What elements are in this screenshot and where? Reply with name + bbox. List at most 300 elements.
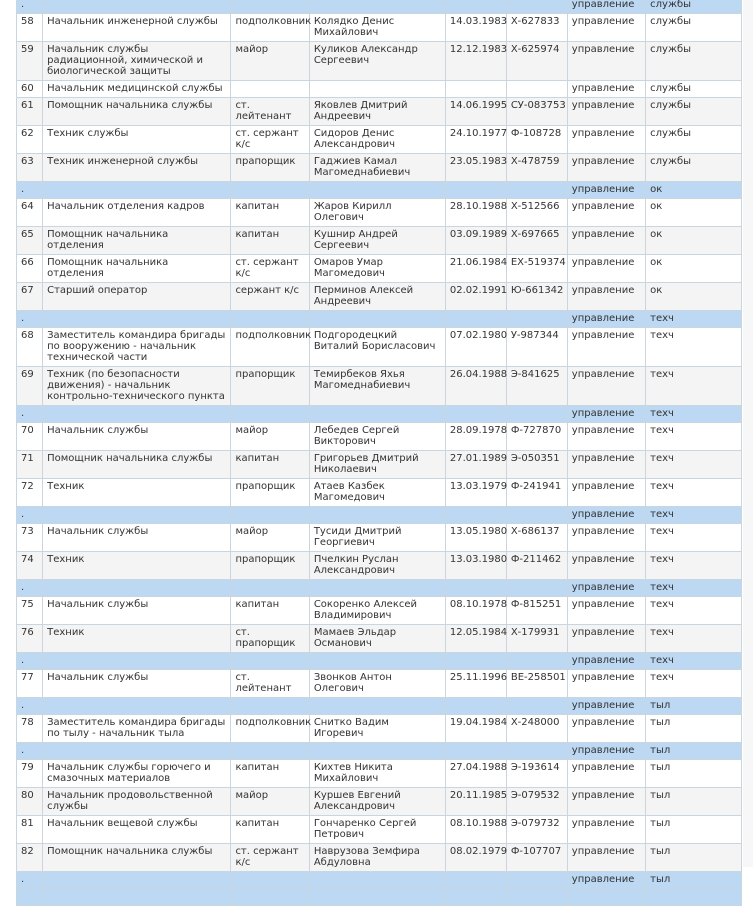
row-number-cell: 69 xyxy=(17,367,43,406)
section-separator-row xyxy=(17,182,742,199)
rank-cell: капитан xyxy=(231,760,309,788)
table-row xyxy=(17,42,742,81)
birth-date-cell xyxy=(445,311,506,328)
full-name-cell xyxy=(309,743,445,760)
birth-date-cell: 24.10.1977 xyxy=(445,126,506,154)
birth-date-cell xyxy=(445,872,506,889)
position-cell xyxy=(43,653,231,670)
position-cell: Техник (по безопасности движения) - начальник контрольно-технического пункта xyxy=(43,367,231,406)
department-cell: службы xyxy=(646,0,742,14)
position-cell: Помощник начальника отделения xyxy=(43,227,231,255)
group-cell: управление xyxy=(567,552,645,580)
group-cell: управление xyxy=(567,844,645,872)
birth-date-cell: 08.02.1979 xyxy=(445,844,506,872)
row-number-cell: 77 xyxy=(17,670,43,698)
row-number-cell: 76 xyxy=(17,625,43,653)
rank-cell xyxy=(231,507,309,524)
rank-cell xyxy=(231,698,309,715)
birth-date-cell: 23.05.1983 xyxy=(445,154,506,182)
department-cell: техч xyxy=(646,451,742,479)
position-cell: Начальник службы xyxy=(43,597,231,625)
table-body xyxy=(17,0,742,906)
group-cell: управление xyxy=(567,406,645,423)
full-name-cell: Атаев Казбек Магомедович xyxy=(309,479,445,507)
department-cell: техч xyxy=(646,406,742,423)
position-cell: Начальник медицинской службы xyxy=(43,81,231,98)
position-cell xyxy=(43,182,231,199)
department-cell: техч xyxy=(646,524,742,552)
rank-cell: ст. сержант к/с xyxy=(231,844,309,872)
rank-cell xyxy=(231,0,309,14)
token-number-cell: Ф-107707 xyxy=(506,844,567,872)
rank-cell: подполковник xyxy=(231,14,309,42)
table-row xyxy=(17,788,742,816)
position-cell: Заместитель командира бригады по вооружению - начальник технической части xyxy=(43,328,231,367)
group-cell: управление xyxy=(567,653,645,670)
full-name-cell xyxy=(309,653,445,670)
table-row xyxy=(17,479,742,507)
full-name-cell: Кихтев Никита Михайлович xyxy=(309,760,445,788)
section-separator-row xyxy=(17,406,742,423)
row-number-cell: 62 xyxy=(17,126,43,154)
table-row xyxy=(17,844,742,872)
group-cell: управление xyxy=(567,625,645,653)
rank-cell: ст. прапорщик xyxy=(231,625,309,653)
rank-cell xyxy=(231,743,309,760)
row-number-cell: . xyxy=(17,698,43,715)
rank-cell: капитан xyxy=(231,227,309,255)
table-row xyxy=(17,597,742,625)
department-cell: техч xyxy=(646,597,742,625)
full-name-cell: Тусиди Дмитрий Георгиевич xyxy=(309,524,445,552)
row-number-cell: 70 xyxy=(17,423,43,451)
full-name-cell xyxy=(309,182,445,199)
full-name-cell: Григорьев Дмитрий Николаевич xyxy=(309,451,445,479)
department-cell: тыл xyxy=(646,844,742,872)
position-cell: Начальник службы горючего и смазочных материалов xyxy=(43,760,231,788)
token-number-cell: У-987344 xyxy=(506,328,567,367)
full-name-cell xyxy=(309,311,445,328)
table-row xyxy=(17,423,742,451)
table-row xyxy=(17,98,742,126)
full-name-cell xyxy=(309,81,445,98)
rank-cell: капитан xyxy=(231,451,309,479)
group-cell: управление xyxy=(567,670,645,698)
section-separator-row xyxy=(17,311,742,328)
table-row xyxy=(17,81,742,98)
rank-cell: подполковник xyxy=(231,328,309,367)
rank-cell: прапорщик xyxy=(231,552,309,580)
group-cell: управление xyxy=(567,154,645,182)
department-cell: службы xyxy=(646,42,742,81)
group-cell: управление xyxy=(567,788,645,816)
full-name-cell: Пчелкин Руслан Александрович xyxy=(309,552,445,580)
birth-date-cell: 25.11.1996 xyxy=(445,670,506,698)
row-number-cell: 81 xyxy=(17,816,43,844)
position-cell: Начальник службы xyxy=(43,524,231,552)
token-number-cell: Х-512566 xyxy=(506,199,567,227)
group-cell: управление xyxy=(567,182,645,199)
full-name-cell: Снитко Вадим Игоревич xyxy=(309,715,445,743)
full-name-cell: Яковлев Дмитрий Андреевич xyxy=(309,98,445,126)
token-number-cell: Х-686137 xyxy=(506,524,567,552)
row-number-cell: 79 xyxy=(17,760,43,788)
birth-date-cell: 12.05.1984 xyxy=(445,625,506,653)
group-cell: управление xyxy=(567,743,645,760)
group-cell: управление xyxy=(567,367,645,406)
full-name-cell xyxy=(309,0,445,14)
birth-date-cell xyxy=(445,743,506,760)
group-cell: управление xyxy=(567,227,645,255)
rank-cell: ст. лейтенант xyxy=(231,670,309,698)
rank-cell: капитан xyxy=(231,199,309,227)
birth-date-cell: 27.04.1988 xyxy=(445,760,506,788)
row-number-cell: 74 xyxy=(17,552,43,580)
full-name-cell: Звонков Антон Олегович xyxy=(309,670,445,698)
row-number-cell: 66 xyxy=(17,255,43,283)
section-separator-row xyxy=(17,698,742,715)
birth-date-cell: 03.09.1989 xyxy=(445,227,506,255)
token-number-cell: Ф-108728 xyxy=(506,126,567,154)
section-separator-row xyxy=(17,889,742,906)
personnel-table xyxy=(16,0,742,906)
row-number-cell: 78 xyxy=(17,715,43,743)
birth-date-cell: 19.04.1984 xyxy=(445,715,506,743)
position-cell xyxy=(43,580,231,597)
group-cell: управление xyxy=(567,760,645,788)
row-number-cell: . xyxy=(17,507,43,524)
section-separator-row xyxy=(17,580,742,597)
group-cell: управление xyxy=(567,14,645,42)
birth-date-cell: 02.02.1991 xyxy=(445,283,506,311)
department-cell: техч xyxy=(646,311,742,328)
rank-cell xyxy=(231,872,309,889)
table-row xyxy=(17,154,742,182)
group-cell: управление xyxy=(567,283,645,311)
full-name-cell xyxy=(309,406,445,423)
token-number-cell: Х-179931 xyxy=(506,625,567,653)
row-number-cell: 73 xyxy=(17,524,43,552)
group-cell: управление xyxy=(567,580,645,597)
full-name-cell: Подгородецкий Виталий Борисласович xyxy=(309,328,445,367)
row-number-cell: . xyxy=(17,311,43,328)
group-cell: управление xyxy=(567,199,645,227)
birth-date-cell: 14.03.1983 xyxy=(445,14,506,42)
table-row xyxy=(17,524,742,552)
department-cell: службы xyxy=(646,81,742,98)
position-cell xyxy=(43,0,231,14)
token-number-cell xyxy=(506,406,567,423)
group-cell: управление xyxy=(567,816,645,844)
position-cell xyxy=(43,872,231,889)
row-number-cell xyxy=(17,889,43,906)
full-name-cell: Лебедев Сергей Викторович xyxy=(309,423,445,451)
token-number-cell xyxy=(506,653,567,670)
full-name-cell: Перминов Алексей Андреевич xyxy=(309,283,445,311)
token-number-cell xyxy=(506,311,567,328)
token-number-cell: Х-248000 xyxy=(506,715,567,743)
rank-cell: подполковник xyxy=(231,715,309,743)
full-name-cell: Сидоров Денис Александрович xyxy=(309,126,445,154)
group-cell: управление xyxy=(567,126,645,154)
table-row xyxy=(17,199,742,227)
birth-date-cell xyxy=(445,580,506,597)
full-name-cell xyxy=(309,872,445,889)
section-separator-row xyxy=(17,743,742,760)
full-name-cell: Омаров Умар Магомедович xyxy=(309,255,445,283)
table-frame xyxy=(16,0,742,906)
position-cell xyxy=(43,406,231,423)
birth-date-cell: 28.09.1978 xyxy=(445,423,506,451)
row-number-cell: 64 xyxy=(17,199,43,227)
rank-cell xyxy=(231,81,309,98)
birth-date-cell: 08.10.1978 xyxy=(445,597,506,625)
department-cell: техч xyxy=(646,653,742,670)
birth-date-cell: 28.10.1988 xyxy=(445,199,506,227)
token-number-cell xyxy=(506,182,567,199)
position-cell xyxy=(43,311,231,328)
row-number-cell: 72 xyxy=(17,479,43,507)
rank-cell xyxy=(231,653,309,670)
token-number-cell: Ф-211462 xyxy=(506,552,567,580)
table-row xyxy=(17,451,742,479)
rank-cell xyxy=(231,311,309,328)
position-cell: Начальник продовольственной службы xyxy=(43,788,231,816)
row-number-cell: 71 xyxy=(17,451,43,479)
position-cell: Старший оператор xyxy=(43,283,231,311)
position-cell: Заместитель командира бригады по тылу - начальник тыла xyxy=(43,715,231,743)
position-cell: Начальник отделения кадров xyxy=(43,199,231,227)
department-cell: техч xyxy=(646,367,742,406)
group-cell: управление xyxy=(567,597,645,625)
full-name-cell: Мамаев Эльдар Османович xyxy=(309,625,445,653)
department-cell: техч xyxy=(646,580,742,597)
token-number-cell: Х-697665 xyxy=(506,227,567,255)
full-name-cell: Гончаренко Сергей Петрович xyxy=(309,816,445,844)
full-name-cell: Куликов Александр Сергеевич xyxy=(309,42,445,81)
rank-cell xyxy=(231,182,309,199)
department-cell: службы xyxy=(646,126,742,154)
full-name-cell: Гаджиев Камал Магомеднабиевич xyxy=(309,154,445,182)
token-number-cell: Э-079532 xyxy=(506,788,567,816)
department-cell: службы xyxy=(646,98,742,126)
birth-date-cell: 21.06.1984 xyxy=(445,255,506,283)
department-cell: службы xyxy=(646,14,742,42)
table-row xyxy=(17,760,742,788)
full-name-cell: Наврузова Земфира Абдуловна xyxy=(309,844,445,872)
token-number-cell: Ф-241941 xyxy=(506,479,567,507)
table-row xyxy=(17,255,742,283)
row-number-cell: 75 xyxy=(17,597,43,625)
table-row xyxy=(17,283,742,311)
position-cell xyxy=(43,698,231,715)
row-number-cell: . xyxy=(17,580,43,597)
table-row xyxy=(17,715,742,743)
position-cell: Начальник службы xyxy=(43,670,231,698)
birth-date-cell: 27.01.1989 xyxy=(445,451,506,479)
full-name-cell xyxy=(309,507,445,524)
rank-cell: сержант к/с xyxy=(231,283,309,311)
rank-cell xyxy=(231,406,309,423)
birth-date-cell: 13.05.1980 xyxy=(445,524,506,552)
rank-cell: майор xyxy=(231,423,309,451)
rank-cell: прапорщик xyxy=(231,479,309,507)
scrollbar[interactable] xyxy=(743,0,753,867)
department-cell: ок xyxy=(646,227,742,255)
department-cell: техч xyxy=(646,552,742,580)
row-number-cell: 67 xyxy=(17,283,43,311)
row-number-cell: 61 xyxy=(17,98,43,126)
full-name-cell: Темирбеков Яхья Магомеднабиевич xyxy=(309,367,445,406)
rank-cell: ст. сержант к/с xyxy=(231,126,309,154)
group-cell: управление xyxy=(567,451,645,479)
token-number-cell: Ф-727870 xyxy=(506,423,567,451)
position-cell: Техник xyxy=(43,552,231,580)
position-cell: Помощник начальника службы xyxy=(43,451,231,479)
token-number-cell: Х-627833 xyxy=(506,14,567,42)
department-cell: тыл xyxy=(646,816,742,844)
group-cell: управление xyxy=(567,698,645,715)
birth-date-cell: 13.03.1979 xyxy=(445,479,506,507)
department-cell: службы xyxy=(646,154,742,182)
birth-date-cell xyxy=(445,81,506,98)
token-number-cell xyxy=(506,580,567,597)
row-number-cell: 60 xyxy=(17,81,43,98)
department-cell: техч xyxy=(646,479,742,507)
position-cell: Начальник вещевой службы xyxy=(43,816,231,844)
position-cell: Помощник начальника службы xyxy=(43,98,231,126)
section-separator-row xyxy=(17,0,742,14)
group-cell: управление xyxy=(567,507,645,524)
birth-date-cell: 26.04.1988 xyxy=(445,367,506,406)
position-cell: Начальник инженерной службы xyxy=(43,14,231,42)
token-number-cell: Э-079732 xyxy=(506,816,567,844)
row-number-cell: 82 xyxy=(17,844,43,872)
table-row xyxy=(17,367,742,406)
rank-cell: майор xyxy=(231,42,309,81)
row-number-cell: 65 xyxy=(17,227,43,255)
rank-cell: ст. лейтенант xyxy=(231,98,309,126)
birth-date-cell xyxy=(445,698,506,715)
group-cell: управление xyxy=(567,423,645,451)
rank-cell xyxy=(231,580,309,597)
section-separator-row xyxy=(17,872,742,889)
rank-cell xyxy=(231,889,309,906)
birth-date-cell xyxy=(445,182,506,199)
birth-date-cell xyxy=(445,653,506,670)
department-cell: тыл xyxy=(646,788,742,816)
position-cell: Начальник службы радиационной, химической и биологической защиты xyxy=(43,42,231,81)
birth-date-cell: 14.06.1995 xyxy=(445,98,506,126)
group-cell: управление xyxy=(567,98,645,126)
table-row xyxy=(17,328,742,367)
section-separator-row xyxy=(17,507,742,524)
full-name-cell: Сокоренко Алексей Владимирович xyxy=(309,597,445,625)
table-row xyxy=(17,552,742,580)
full-name-cell xyxy=(309,580,445,597)
department-cell: техч xyxy=(646,423,742,451)
table-row xyxy=(17,227,742,255)
rank-cell: майор xyxy=(231,788,309,816)
department-cell: тыл xyxy=(646,715,742,743)
department-cell: ок xyxy=(646,283,742,311)
birth-date-cell: 13.03.1980 xyxy=(445,552,506,580)
full-name-cell: Куршев Евгений Александрович xyxy=(309,788,445,816)
group-cell: управление xyxy=(567,42,645,81)
token-number-cell xyxy=(506,0,567,14)
row-number-cell: 80 xyxy=(17,788,43,816)
table-row xyxy=(17,670,742,698)
row-number-cell: 59 xyxy=(17,42,43,81)
token-number-cell xyxy=(506,743,567,760)
group-cell: управление xyxy=(567,479,645,507)
row-number-cell: . xyxy=(17,653,43,670)
group-cell: управление xyxy=(567,81,645,98)
birth-date-cell: 07.02.1980 xyxy=(445,328,506,367)
department-cell: техч xyxy=(646,507,742,524)
department-cell: тыл xyxy=(646,743,742,760)
row-number-cell: . xyxy=(17,406,43,423)
table-row xyxy=(17,816,742,844)
position-cell: Техник инженерной службы xyxy=(43,154,231,182)
rank-cell: майор xyxy=(231,524,309,552)
position-cell: Помощник начальника службы xyxy=(43,844,231,872)
token-number-cell: Э-050351 xyxy=(506,451,567,479)
token-number-cell: Х-625974 xyxy=(506,42,567,81)
rank-cell: капитан xyxy=(231,597,309,625)
position-cell xyxy=(43,889,231,906)
position-cell: Техник xyxy=(43,479,231,507)
group-cell: управление xyxy=(567,524,645,552)
group-cell: управление xyxy=(567,255,645,283)
token-number-cell: Э-841625 xyxy=(506,367,567,406)
department-cell: ок xyxy=(646,255,742,283)
department-cell: ок xyxy=(646,199,742,227)
token-number-cell: Х-478759 xyxy=(506,154,567,182)
full-name-cell: Кушнир Андрей Сергеевич xyxy=(309,227,445,255)
group-cell: управление xyxy=(567,715,645,743)
row-number-cell: . xyxy=(17,872,43,889)
department-cell xyxy=(646,889,742,906)
rank-cell: прапорщик xyxy=(231,367,309,406)
department-cell: ок xyxy=(646,182,742,199)
position-cell xyxy=(43,507,231,524)
position-cell: Помощник начальника отделения xyxy=(43,255,231,283)
row-number-cell: . xyxy=(17,0,43,14)
token-number-cell xyxy=(506,698,567,715)
birth-date-cell xyxy=(445,507,506,524)
token-number-cell xyxy=(506,81,567,98)
table-row xyxy=(17,625,742,653)
group-cell: управление xyxy=(567,0,645,14)
rank-cell: ст. сержант к/с xyxy=(231,255,309,283)
table-row xyxy=(17,14,742,42)
department-cell: техч xyxy=(646,670,742,698)
token-number-cell: Э-193614 xyxy=(506,760,567,788)
row-number-cell: 58 xyxy=(17,14,43,42)
section-separator-row xyxy=(17,653,742,670)
position-cell: Техник xyxy=(43,625,231,653)
row-number-cell: . xyxy=(17,182,43,199)
token-number-cell: Ф-815251 xyxy=(506,597,567,625)
token-number-cell xyxy=(506,872,567,889)
token-number-cell: Ю-661342 xyxy=(506,283,567,311)
row-number-cell: . xyxy=(17,743,43,760)
rank-cell: прапорщик xyxy=(231,154,309,182)
birth-date-cell xyxy=(445,406,506,423)
department-cell: техч xyxy=(646,328,742,367)
position-cell xyxy=(43,743,231,760)
